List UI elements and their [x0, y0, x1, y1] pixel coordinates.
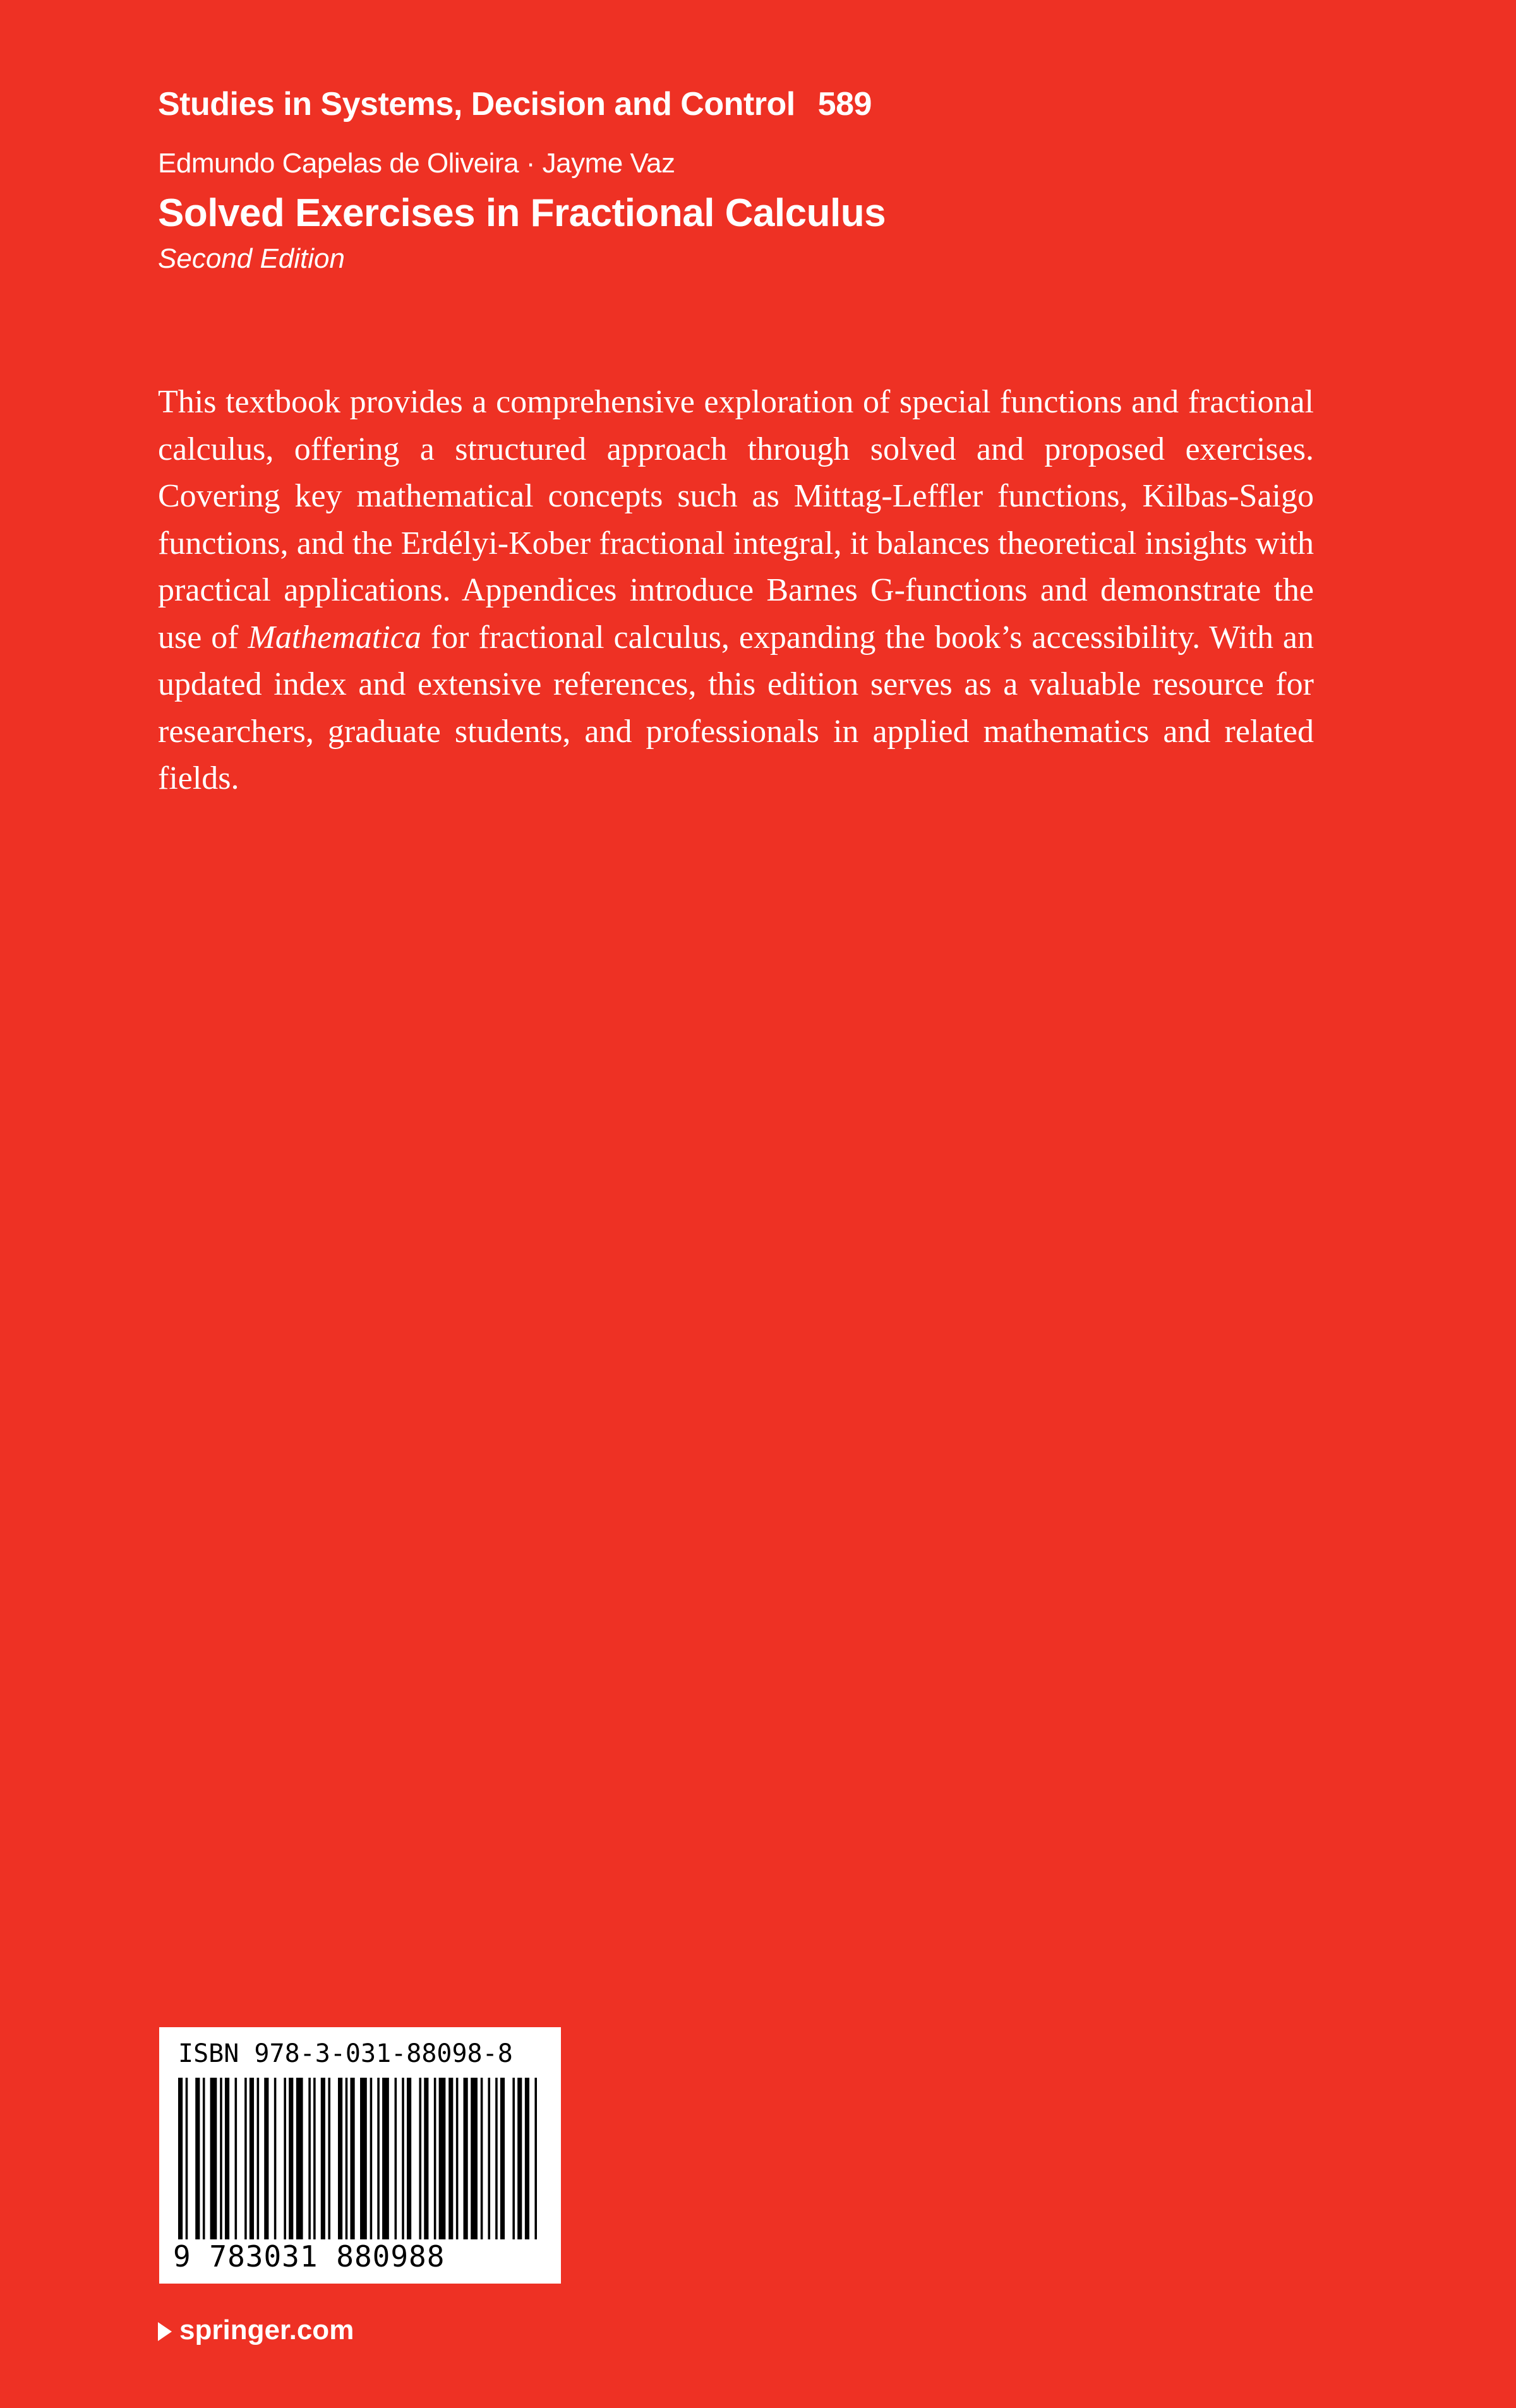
barcode-bar-28	[402, 2078, 404, 2239]
barcode-bar-10	[257, 2078, 260, 2239]
barcode-bar-38	[481, 2078, 483, 2239]
isbn-label: ISBN 978-3-031-88098-8	[178, 2039, 513, 2068]
series-line	[158, 82, 1358, 126]
barcode-bar-13	[284, 2078, 286, 2239]
barcode-bar-31	[424, 2078, 428, 2239]
barcode-bar-9	[250, 2078, 254, 2239]
barcode-bar-8	[244, 2078, 247, 2239]
authors: Edmundo Capelas de Oliveira · Jayme Vaz	[158, 148, 675, 179]
arrow-right-icon	[158, 2322, 172, 2341]
barcode	[178, 2078, 544, 2239]
barcode-bar-21	[346, 2078, 348, 2239]
barcode-bar-19	[328, 2078, 330, 2239]
barcode-bar-44	[525, 2078, 529, 2239]
barcode-bar-29	[407, 2078, 411, 2239]
barcode-bar-5	[220, 2078, 222, 2239]
barcode-bar-12	[274, 2078, 277, 2239]
barcode-bar-16	[308, 2078, 311, 2239]
barcode-bar-11	[264, 2078, 268, 2239]
barcode-bar-25	[377, 2078, 380, 2239]
barcode-bar-41	[500, 2078, 505, 2239]
barcode-bar-36	[464, 2078, 468, 2239]
book-title: Solved Exercises in Fractional Calculus	[158, 191, 886, 235]
publisher-link-text: springer.com	[179, 2315, 354, 2345]
barcode-bar-30	[419, 2078, 421, 2239]
barcode-bar-3	[203, 2078, 205, 2239]
barcode-bar-20	[338, 2078, 342, 2239]
edition: Second Edition	[158, 243, 345, 274]
barcode-bar-34	[448, 2078, 453, 2239]
barcode-bar-39	[488, 2078, 490, 2239]
barcode-bar-14	[289, 2078, 293, 2239]
barcode-bar-22	[350, 2078, 354, 2239]
barcode-bar-2	[195, 2078, 200, 2239]
barcode-bar-40	[495, 2078, 498, 2239]
barcode-bar-4	[210, 2078, 217, 2239]
barcode-bar-0	[178, 2078, 183, 2239]
barcode-bar-26	[382, 2078, 389, 2239]
barcode-bar-24	[370, 2078, 373, 2239]
barcode-bar-7	[235, 2078, 238, 2239]
publisher-link[interactable]	[158, 2311, 354, 2349]
description-part-2: for fractional calculus, expanding the book’s accessibility. With an updated index and extensive references, this edition serves as a valuable resource for researchers, graduate students, and professionals in applied mathematics and related fields.	[158, 619, 1314, 796]
series-number: 589	[817, 86, 872, 123]
barcode-bar-33	[439, 2078, 446, 2239]
barcode-digits: 9 783031 880988	[173, 2239, 445, 2273]
series-name: Studies in Systems, Decision and Control	[158, 86, 795, 123]
barcode-bar-23	[360, 2078, 367, 2239]
barcode-bar-17	[313, 2078, 316, 2239]
barcode-bar-45	[534, 2078, 537, 2239]
header	[158, 82, 1358, 278]
description	[158, 379, 1314, 803]
barcode-box	[159, 2027, 561, 2284]
description-emphasis: Mathematica	[248, 619, 421, 656]
barcode-bar-43	[517, 2078, 522, 2239]
barcode-bar-32	[434, 2078, 436, 2239]
barcode-bar-18	[321, 2078, 325, 2239]
barcode-bar-15	[296, 2078, 303, 2239]
barcode-bar-6	[225, 2078, 229, 2239]
barcode-bar-1	[186, 2078, 188, 2239]
barcode-bar-27	[395, 2078, 397, 2239]
barcode-bar-35	[456, 2078, 459, 2239]
barcode-bar-42	[512, 2078, 515, 2239]
description-part-1: This textbook provides a comprehensive exploration of special functions and fractional calculus, offering a structured approach through solved and proposed exercises. Covering key mathematical concepts such as Mittag-Leffler functions, Kilbas-Saigo functions, and the Erdélyi-Kober fractional integral, it balances theoretical insights with practical applications. Appendices introduce Barnes G-functions and demonstrate the use of	[158, 384, 1314, 656]
barcode-bar-37	[471, 2078, 478, 2239]
